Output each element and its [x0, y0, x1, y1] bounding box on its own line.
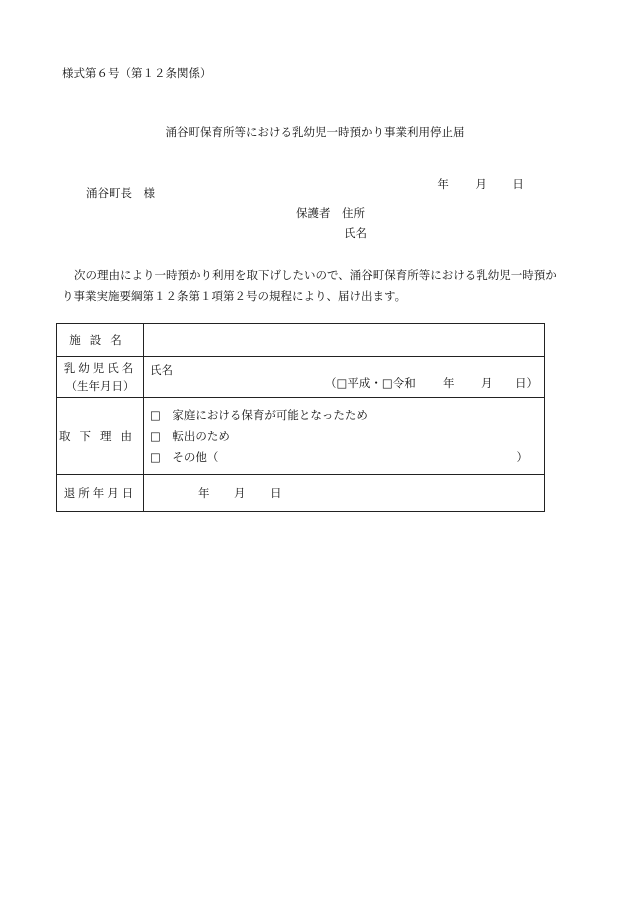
- reason-field: [144, 398, 545, 475]
- birth-day: 日）: [515, 376, 538, 390]
- submission-date: [430, 167, 524, 190]
- reason-option-moving[interactable]: □ 転出のため: [150, 428, 230, 443]
- child-label: [57, 357, 144, 398]
- birth-date-line: [325, 375, 538, 391]
- date-year: 年: [437, 176, 449, 191]
- withdrawal-date-field[interactable]: [144, 475, 545, 512]
- reason-row: [57, 398, 545, 475]
- child-field[interactable]: [144, 357, 545, 398]
- reason-option-childcare[interactable]: □ 家庭における保育が可能となったため: [150, 407, 368, 422]
- body-text: 次の理由により一時預かり利用を取下げしたいので、涌谷町保育所等における乳幼児一時預かり事業実施要綱第１２条第１項第２号の規程により、届け出ます。: [62, 268, 557, 303]
- facility-label: 施設名: [57, 324, 144, 357]
- birth-era: （□平成・□令和: [325, 376, 416, 390]
- child-row: [57, 357, 545, 398]
- child-name-label: 氏名: [150, 363, 173, 377]
- reason-label: 取下理由: [57, 398, 144, 475]
- facility-row: [57, 324, 545, 357]
- withdrawal-row: [57, 475, 545, 512]
- reason-other-close: ）: [516, 449, 528, 464]
- birth-month: 月: [481, 376, 493, 390]
- guardian-name-label: 氏名: [344, 226, 367, 240]
- document-title: 涌谷町保育所等における乳幼児一時預かり事業利用停止届: [165, 125, 465, 139]
- facility-field[interactable]: [144, 324, 545, 357]
- withdrawal-month: 月: [234, 486, 246, 500]
- reason-other-label: □ その他（: [150, 449, 219, 464]
- date-day: 日: [512, 176, 524, 191]
- child-label-line1: 乳幼児氏名: [63, 361, 137, 375]
- withdrawal-year: 年: [198, 486, 210, 500]
- withdrawal-day: 日: [270, 486, 282, 500]
- date-month: 月: [475, 176, 487, 191]
- info-table: [56, 323, 545, 512]
- withdrawal-label: 退所年月日: [57, 475, 144, 512]
- child-label-line2: （生年月日）: [65, 379, 135, 393]
- birth-year: 年: [443, 376, 455, 390]
- form-number: 様式第６号（第１２条関係）: [62, 66, 212, 80]
- guardian-address-label: 保護者 住所: [296, 206, 365, 220]
- addressee: 涌谷町長 様: [86, 186, 155, 200]
- reason-option-other[interactable]: [144, 447, 544, 468]
